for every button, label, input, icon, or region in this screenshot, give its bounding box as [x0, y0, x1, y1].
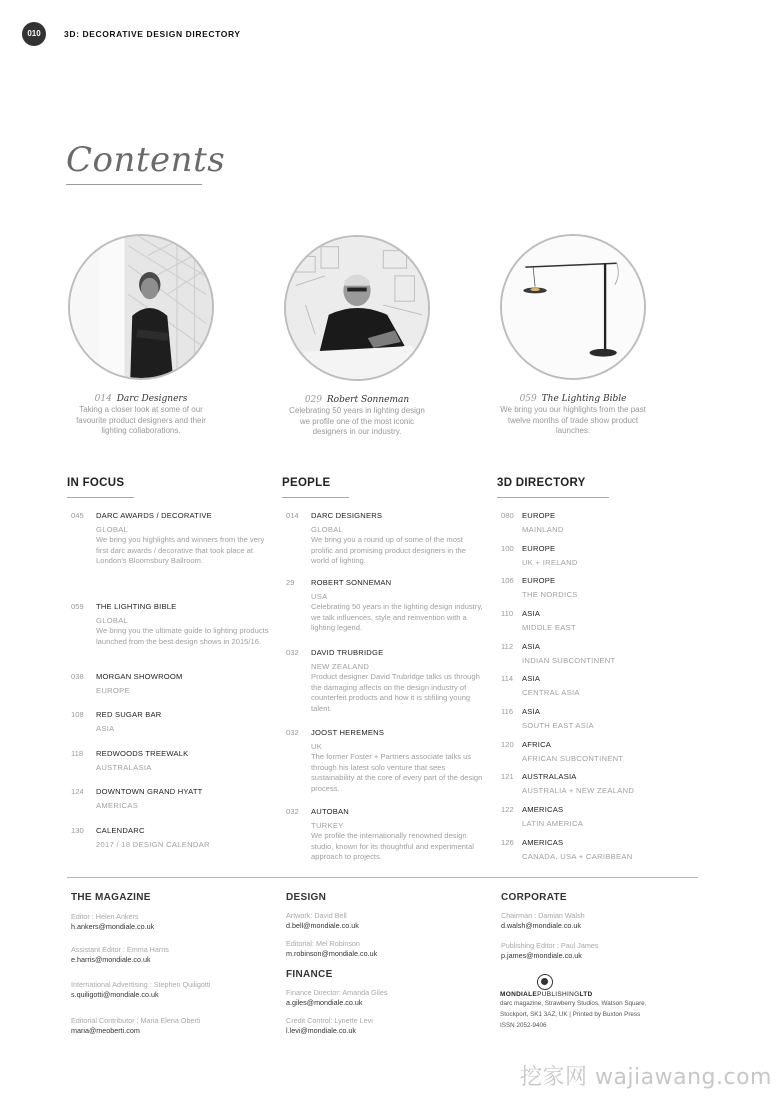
page-number: 121 — [501, 772, 514, 781]
feature-robert-sonneman[interactable] — [283, 235, 431, 438]
entry-title: ASIA — [522, 674, 541, 683]
staff-entry — [501, 941, 598, 961]
publisher-address-line: darc magazine, Strawberry Studios, Watson Square, — [500, 1000, 647, 1007]
site-watermark: 挖家网 wajiawang.com — [519, 1065, 772, 1090]
corporate-heading: CORPORATE — [501, 892, 567, 903]
entry-title: MORGAN SHOWROOM — [96, 672, 183, 681]
entry-title: THE LIGHTING BIBLE — [96, 602, 177, 611]
entry-title: EUROPE — [522, 511, 556, 520]
page-number: 110 — [501, 609, 514, 618]
feature-lighting-bible[interactable] — [500, 234, 646, 437]
entry-description: The former Foster + Partners associate talks us through his latest solo venture that sees sustainability at the core of every part of the design process. — [311, 752, 483, 793]
directory-heading: 3D DIRECTORY — [497, 477, 586, 489]
finance-heading: FINANCE — [286, 969, 333, 980]
page-number: 106 — [501, 576, 514, 585]
magazine-heading: THE MAGAZINE — [71, 892, 151, 903]
entry-title: ASIA — [522, 609, 541, 618]
lighting-bible-photo — [500, 234, 646, 380]
footer-divider — [67, 877, 698, 878]
design-heading: DESIGN — [286, 892, 327, 903]
entry-region: UK — [311, 741, 323, 751]
entry-region: AMERICAS — [96, 800, 139, 810]
entry-region: THE NORDICS — [522, 589, 578, 599]
entry-title: ASIA — [522, 707, 541, 716]
entry-title: RED SUGAR BAR — [96, 710, 162, 719]
staff-email[interactable]: d.bell@mondiale.co.uk — [286, 921, 359, 930]
feature-title: 059 The Lighting Bible — [519, 394, 627, 404]
staff-email[interactable]: maria@meoberti.com — [71, 1026, 140, 1035]
entry-title: AMERICAS — [522, 805, 564, 814]
directory-rule — [497, 497, 609, 498]
entry-region: LATIN AMERICA — [522, 818, 584, 828]
entry-title: AMERICAS — [522, 838, 564, 847]
staff-email[interactable]: m.robinson@mondiale.co.uk — [286, 949, 378, 958]
page-number: 100 — [501, 544, 514, 553]
entry-region: TURKEY — [311, 820, 344, 830]
entry-title: ROBERT SONNEMAN — [311, 578, 392, 587]
entry-title: DARC DESIGNERS — [311, 511, 383, 520]
feature-title: 029 Robert Sonneman — [304, 395, 410, 405]
staff-entry — [286, 939, 377, 959]
running-head: 3D: DECORATIVE DESIGN DIRECTORY — [64, 29, 241, 39]
people-rule — [282, 497, 349, 498]
page-number: 114 — [501, 674, 514, 683]
entry-title: JOOST HEREMENS — [311, 728, 385, 737]
staff-email[interactable]: a.giles@mondiale.co.uk — [286, 998, 363, 1007]
page-number: 124 — [71, 787, 84, 796]
entry-description: We profile the internationally renowned design studio, known for its thoughtful and experimental approach to projects. — [311, 831, 474, 861]
entry-title: ASIA — [522, 642, 541, 651]
title-underline — [66, 184, 202, 185]
entry-region: 2017 / 18 DESIGN CALENDAR — [96, 839, 210, 849]
entry-title: AUSTRALASIA — [522, 772, 577, 781]
entry-region: AFRICAN SUBCONTINENT — [522, 753, 624, 763]
entry-region: SOUTH EAST ASIA — [522, 720, 594, 730]
staff-entry — [71, 912, 154, 932]
darc-designers-photo — [68, 234, 214, 380]
staff-email[interactable]: l.levi@mondiale.co.uk — [286, 1026, 357, 1035]
staff-entry — [286, 1016, 373, 1036]
entry-region: MAINLAND — [522, 524, 564, 534]
staff-role: Editorial: Mel Robinson — [286, 939, 360, 948]
entry-description: We bring you the ultimate guide to lighting products launched from the best design shows in 2015/16. — [96, 626, 269, 646]
staff-email[interactable]: h.ankers@mondiale.co.uk — [71, 922, 155, 931]
staff-role: Editor : Helen Ankers — [71, 912, 139, 921]
entry-description: Celebrating 50 years in the lighting design industry, we talk influences, style and reinvention with a lighting legend. — [311, 602, 483, 632]
page-number: 014 — [286, 511, 299, 520]
staff-role: Publishing Editor : Paul James — [501, 941, 599, 950]
entry-title: DAVID TRUBRIDGE — [311, 648, 384, 657]
in-focus-rule — [67, 497, 134, 498]
entry-title: DARC AWARDS / DECORATIVE — [96, 511, 212, 520]
robert-sonneman-photo — [284, 235, 430, 381]
entry-description: We bring you highlights and winners from the very first darc awards / decorative that took place at London's Bloomsbury Ballroom. — [96, 535, 265, 565]
entry-title: EUROPE — [522, 576, 556, 585]
page-number: 032 — [286, 807, 299, 816]
entry-title: AFRICA — [522, 740, 552, 749]
staff-role: Artwork: David Bell — [286, 911, 347, 920]
staff-role: Finance Director: Amanda Giles — [286, 988, 388, 997]
page-number: 108 — [71, 710, 84, 719]
page-number: 080 — [501, 511, 514, 520]
staff-email[interactable]: e.harris@mondiale.co.uk — [71, 955, 151, 964]
in-focus-heading: IN FOCUS — [67, 477, 125, 489]
publisher-logo-icon — [537, 974, 553, 990]
feature-title: 014 Darc Designers — [94, 394, 188, 404]
page-number: 032 — [286, 728, 299, 737]
entry-region: UK + IRELAND — [522, 557, 578, 567]
publisher-block — [500, 974, 646, 1031]
entry-region: CANADA, USA + CARIBBEAN — [522, 851, 633, 861]
entry-region: EUROPE — [96, 685, 130, 695]
entry-region: GLOBAL — [311, 524, 344, 534]
feature-description: We bring you our highlights from the past twelve months of trade show product launches. — [500, 405, 646, 435]
publisher-address-line: Stockport, SK1 3AZ, UK | Printed by Buxton Press — [500, 1011, 641, 1018]
entry-title: CALENDARC — [96, 826, 145, 835]
publisher-name: MONDIALEPUBLISHINGLTD — [500, 991, 593, 998]
entry-region: AUSTRALASIA — [96, 762, 152, 772]
staff-email[interactable]: d.walsh@mondiale.co.uk — [501, 921, 582, 930]
staff-role: Credit Control: Lynette Levi — [286, 1016, 373, 1025]
entry-region: CENTRAL ASIA — [522, 687, 580, 697]
entry-title: DOWNTOWN GRAND HYATT — [96, 787, 203, 796]
entry-region: INDIAN SUBCONTINENT — [522, 655, 616, 665]
staff-entry — [71, 1016, 200, 1036]
page-number: 116 — [501, 707, 514, 716]
entry-region: GLOBAL — [96, 524, 129, 534]
page-number: 059 — [71, 602, 84, 611]
staff-role: International Advertising : Stephen Quiligotti — [71, 980, 211, 989]
page-number: 038 — [71, 672, 84, 681]
people-heading: PEOPLE — [282, 477, 331, 489]
staff-email[interactable]: s.quiligotti@mondiale.co.uk — [71, 990, 159, 999]
entry-region: USA — [311, 591, 328, 601]
page-number: 032 — [286, 648, 299, 657]
page-number: 126 — [501, 838, 514, 847]
entry-description: Product designer David Trubridge talks us through the damaging affects on the design industry of counterfeit products and how it is stifiling young talent. — [311, 672, 480, 713]
entry-region: AUSTRALIA + NEW ZEALAND — [522, 785, 635, 795]
entry-region: GLOBAL — [96, 615, 129, 625]
staff-entry — [71, 945, 169, 965]
page-number-badge: 010 — [22, 22, 46, 46]
staff-entry — [286, 911, 359, 931]
entry-region: NEW ZEALAND — [311, 661, 370, 671]
staff-entry — [71, 980, 210, 1000]
staff-role: Assistant Editor : Emma Harris — [71, 945, 169, 954]
page-number: 118 — [71, 749, 84, 758]
staff-role: Chairman : Damian Walsh — [501, 911, 585, 920]
publisher-issn: ISSN 2052-9406 — [500, 1022, 547, 1029]
staff-role: Editorial Contributor : Maria Elena Oberti — [71, 1016, 201, 1025]
entry-title: EUROPE — [522, 544, 556, 553]
page-number: 045 — [71, 511, 84, 520]
entry-title: REDWOODS TREEWALK — [96, 749, 189, 758]
page-title: Contents — [66, 140, 226, 180]
feature-darc-designers[interactable] — [68, 234, 214, 437]
feature-description: Taking a closer look at some of our favourite product designers and their lighting collaborations. — [76, 405, 206, 435]
entry-region: ASIA — [96, 723, 115, 733]
entry-description: We bring you a round up of some of the most prolific and promising product designers in the world of lighting. — [311, 535, 466, 565]
page-number: 122 — [501, 805, 514, 814]
staff-entry — [501, 911, 585, 931]
feature-description: Celebrating 50 years in lighting design we profile one of the most iconic designers in our industry. — [289, 406, 425, 436]
entry-title: AUTOBAN — [311, 807, 349, 816]
staff-email[interactable]: p.james@mondiale.co.uk — [501, 951, 582, 960]
page-number: 120 — [501, 740, 514, 749]
staff-entry — [286, 988, 387, 1008]
page-number: 130 — [71, 826, 84, 835]
page-number: 29 — [286, 578, 295, 587]
entry-region: MIDDLE EAST — [522, 622, 576, 632]
page-number: 112 — [501, 642, 514, 651]
